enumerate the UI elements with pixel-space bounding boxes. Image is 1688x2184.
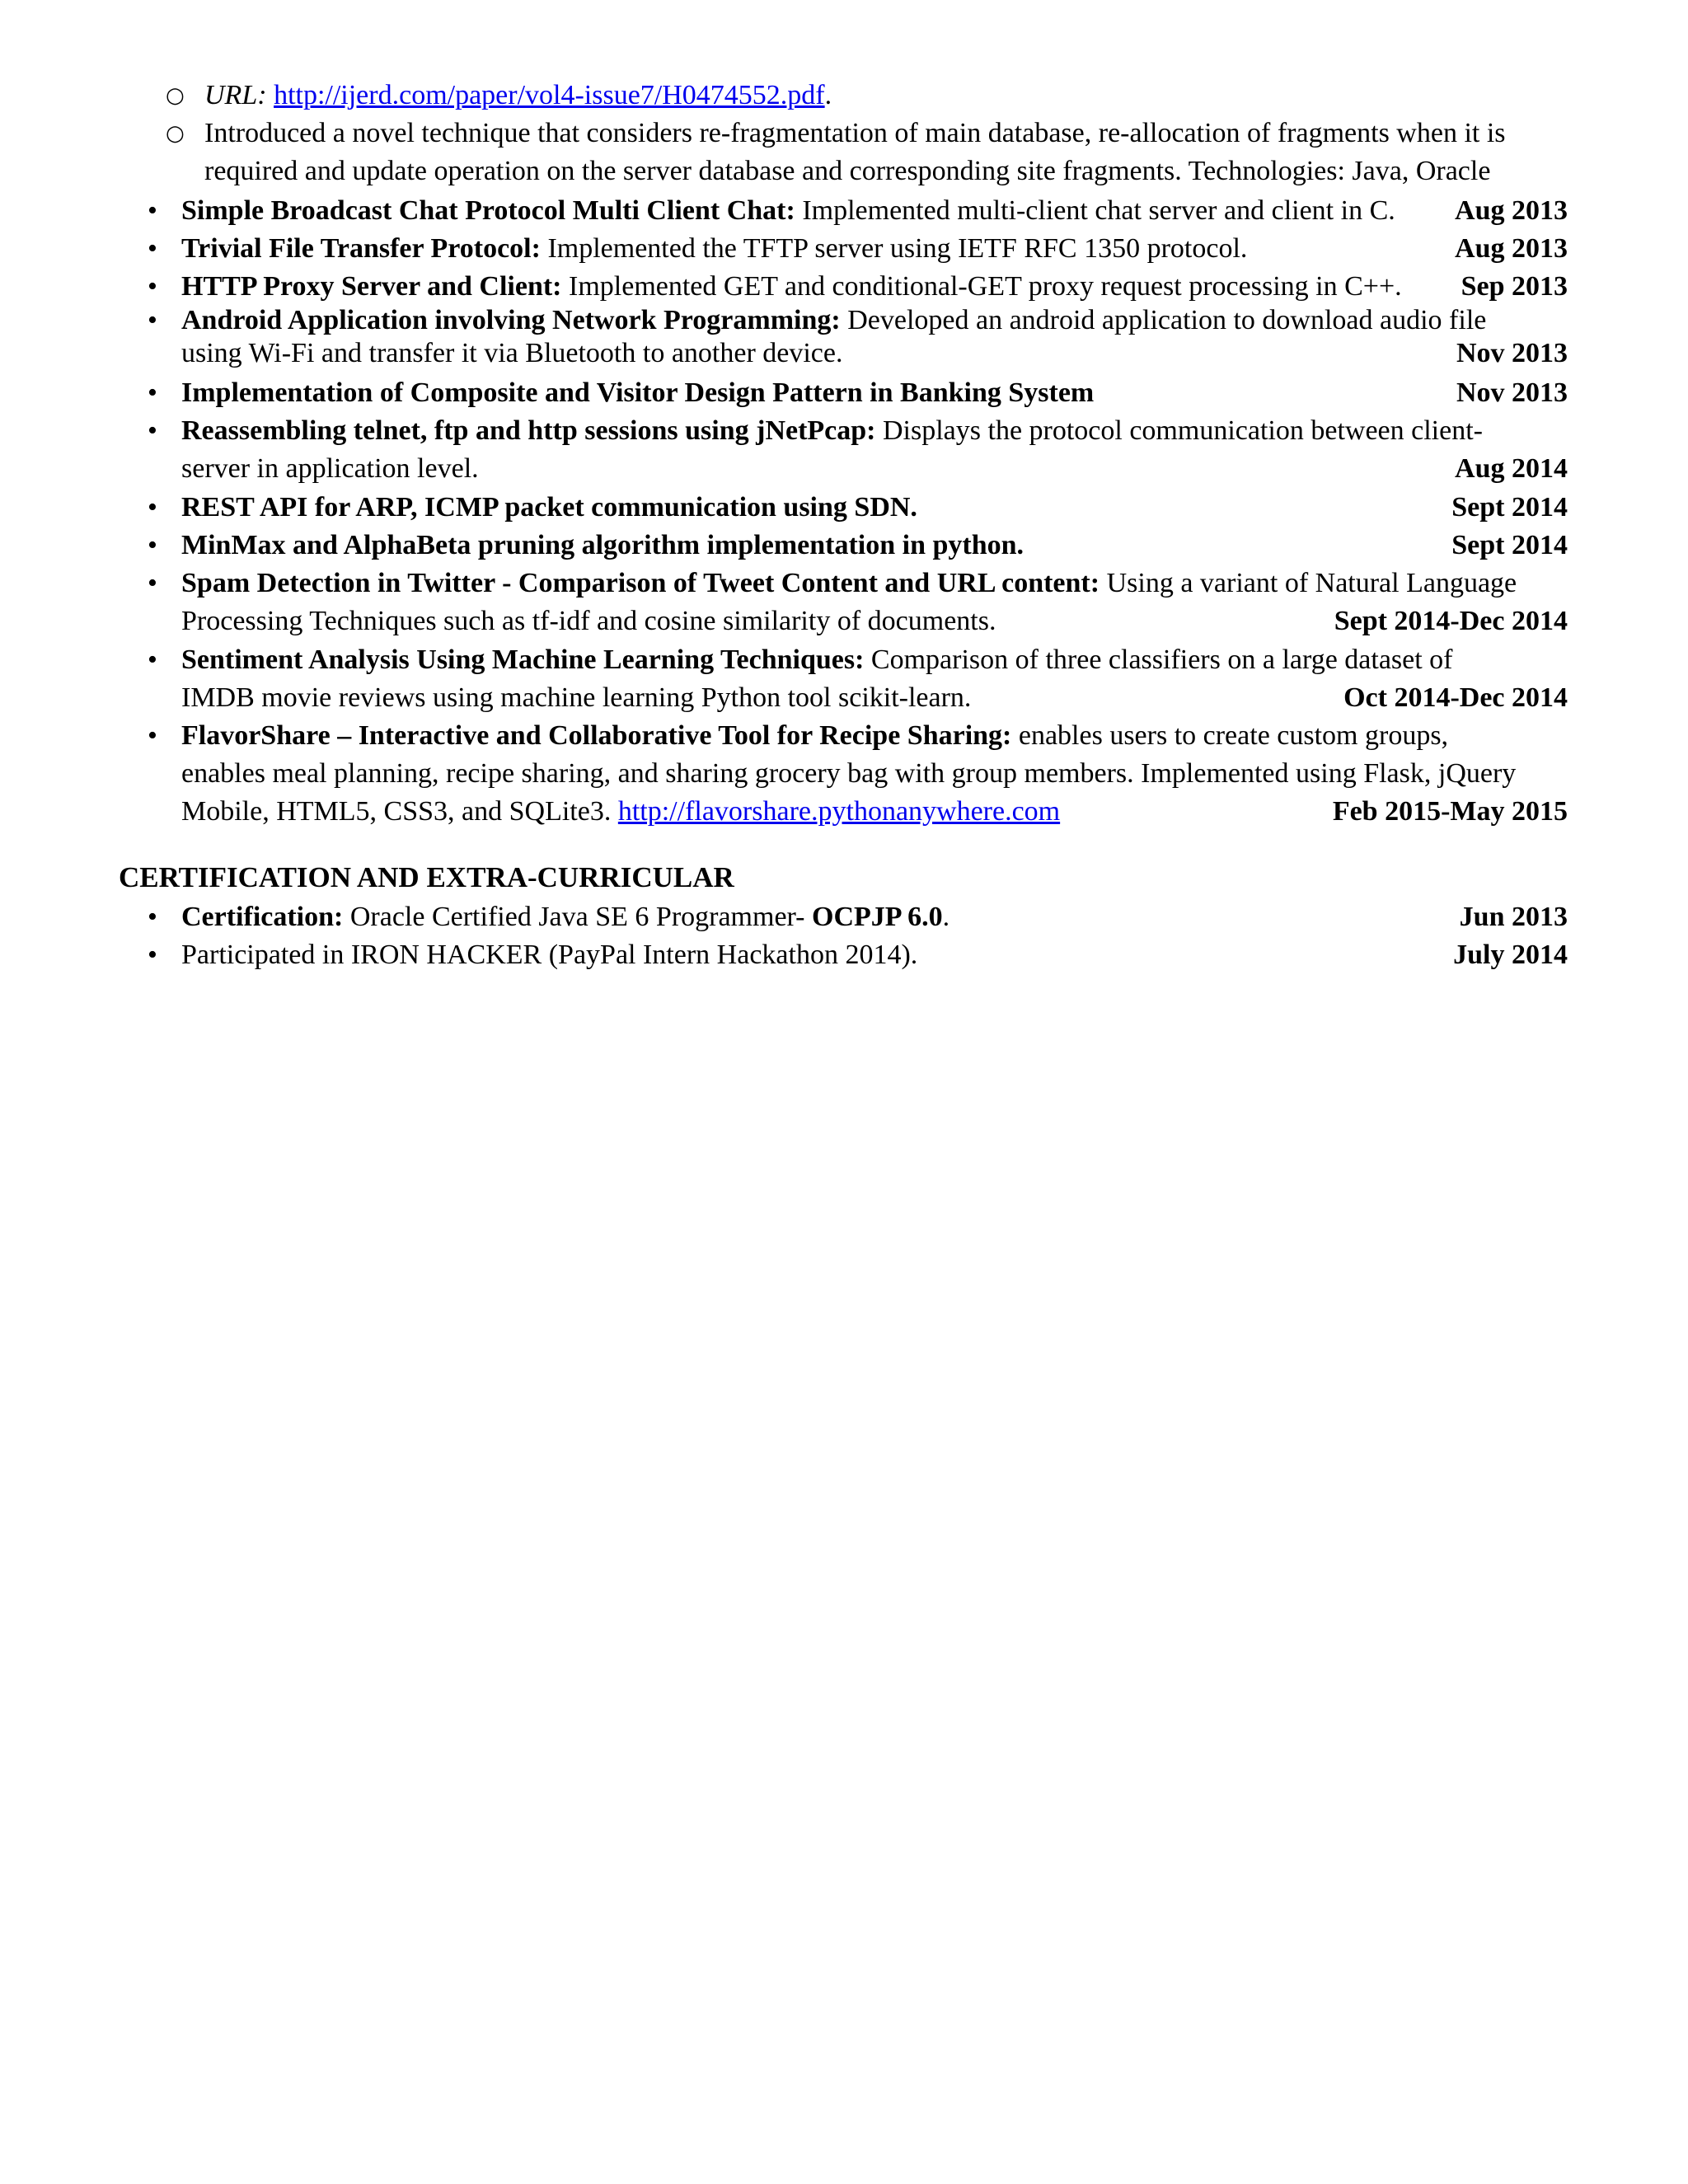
project-text: Developed an android application to download audio file: [840, 305, 1487, 335]
flavorshare-link[interactable]: http://flavorshare.pythonanywhere.com: [617, 796, 1061, 827]
extracurricular-date: July 2014: [1453, 940, 1568, 970]
project-date: Nov 2013: [1456, 338, 1568, 368]
project-date: Aug 2014: [1455, 453, 1568, 484]
project-title: Reassembling telnet, ftp and http sessions using jNetPcap:: [181, 415, 876, 446]
project-title: Android Application involving Network Programming:: [181, 305, 841, 335]
bullet-icon: •: [148, 644, 157, 675]
project-title: HTTP Proxy Server and Client:: [181, 271, 562, 302]
project-item: [148, 527, 1568, 565]
project-text: Using a variant of Natural Language: [1100, 568, 1517, 598]
certification-date: Jun 2013: [1459, 902, 1568, 932]
paper-description-text: Introduced a novel technique that considers re-fragmentation of main database, re-allocation of fragments when it is required and update operation on the server database and corresponding site fragments. Technologies: Java, Oracle: [204, 118, 1506, 186]
section-heading: CERTIFICATION AND EXTRA-CURRICULAR: [119, 861, 734, 893]
extracurricular-text: Participated in IRON HACKER (PayPal Intern Hackathon 2014).: [181, 940, 918, 970]
paper-url-link[interactable]: http://ijerd.com/paper/vol4-issue7/H0474552.pdf: [274, 80, 825, 110]
project-title: Spam Detection in Twitter - Comparison of Tweet Content and URL content:: [181, 568, 1100, 598]
circle-bullet-icon: ○: [166, 121, 185, 146]
project-date: Sept 2014: [1451, 492, 1568, 523]
project-date: Sept 2014: [1451, 530, 1568, 560]
project-title: Trivial File Transfer Protocol:: [181, 233, 541, 264]
project-item: [148, 192, 1568, 230]
bullet-icon: •: [148, 305, 157, 335]
bullet-icon: •: [148, 940, 157, 970]
bullet-icon: •: [148, 902, 157, 932]
project-date: Oct 2014-Dec 2014: [1343, 682, 1568, 713]
bullet-icon: •: [148, 415, 157, 446]
project-title: FlavorShare – Interactive and Collaborative Tool for Recipe Sharing:: [181, 720, 1012, 751]
project-title: Simple Broadcast Chat Protocol Multi Client Chat:: [181, 195, 795, 226]
project-text-line2: Processing Techniques such as tf-idf and cosine similarity of documents.: [181, 606, 996, 636]
project-text-line2: server in application level.: [181, 453, 479, 484]
project-text: Implemented the TFTP server using IETF RFC 1350 protocol.: [540, 233, 1248, 264]
project-item: [148, 717, 1568, 831]
project-title: REST API for ARP, ICMP packet communication using SDN.: [181, 492, 917, 523]
bullet-icon: •: [148, 271, 157, 302]
certification-text: Oracle Certified Java SE 6 Programmer-: [343, 902, 812, 932]
bullet-icon: •: [148, 530, 157, 560]
project-item: [148, 304, 1568, 370]
project-date: Sep 2013: [1461, 271, 1568, 302]
project-item: [148, 412, 1568, 488]
bullet-icon: •: [148, 568, 157, 598]
certification-label: Certification:: [181, 902, 344, 932]
project-date: Aug 2013: [1455, 233, 1568, 264]
extracurricular-item: [148, 936, 1568, 974]
bullet-icon: •: [148, 377, 157, 408]
project-date: Aug 2013: [1455, 195, 1568, 226]
paper-url-line: [166, 77, 1564, 115]
project-item: [148, 230, 1568, 268]
project-text-line2: IMDB movie reviews using machine learning Python tool scikit-learn.: [181, 682, 972, 713]
certification-item: [148, 898, 1568, 936]
url-suffix: .: [824, 80, 832, 110]
project-text: Comparison of three classifiers on a large dataset of: [864, 644, 1453, 675]
bullet-icon: •: [148, 720, 157, 751]
paper-description: [166, 115, 1564, 190]
project-text-line2: using Wi-Fi and transfer it via Bluetooth to another device.: [181, 338, 843, 368]
project-date: Nov 2013: [1456, 377, 1568, 408]
circle-bullet-icon: ○: [166, 83, 185, 108]
bullet-icon: •: [148, 233, 157, 264]
certification-bold-text: OCPJP 6.0: [812, 902, 943, 932]
project-text-line3: Mobile, HTML5, CSS3, and SQLite3.: [181, 796, 618, 827]
project-title: MinMax and AlphaBeta pruning algorithm implementation in python.: [181, 530, 1025, 560]
project-text: Displays the protocol communication between client-: [875, 415, 1483, 446]
bullet-icon: •: [148, 492, 157, 523]
project-text: enables users to create custom groups,: [1011, 720, 1449, 751]
project-date: Feb 2015-May 2015: [1332, 796, 1568, 827]
project-title: Implementation of Composite and Visitor Design Pattern in Banking System: [181, 377, 1095, 408]
bullet-icon: •: [148, 195, 157, 226]
project-item: [148, 565, 1568, 640]
certification-suffix: .: [942, 902, 950, 932]
project-item: [148, 489, 1568, 527]
url-label: URL:: [204, 80, 267, 110]
project-text: Implemented multi-client chat server and client in C.: [795, 195, 1395, 226]
project-item: [148, 641, 1568, 717]
project-text: Implemented GET and conditional-GET proxy request processing in C++.: [561, 271, 1402, 302]
project-text-line2: enables meal planning, recipe sharing, and sharing grocery bag with group members. Implemented using Flask, jQuery: [181, 758, 1517, 789]
project-item: [148, 268, 1568, 306]
project-date: Sept 2014-Dec 2014: [1334, 606, 1568, 636]
project-title: Sentiment Analysis Using Machine Learning Techniques:: [181, 644, 865, 675]
project-item: [148, 374, 1568, 412]
